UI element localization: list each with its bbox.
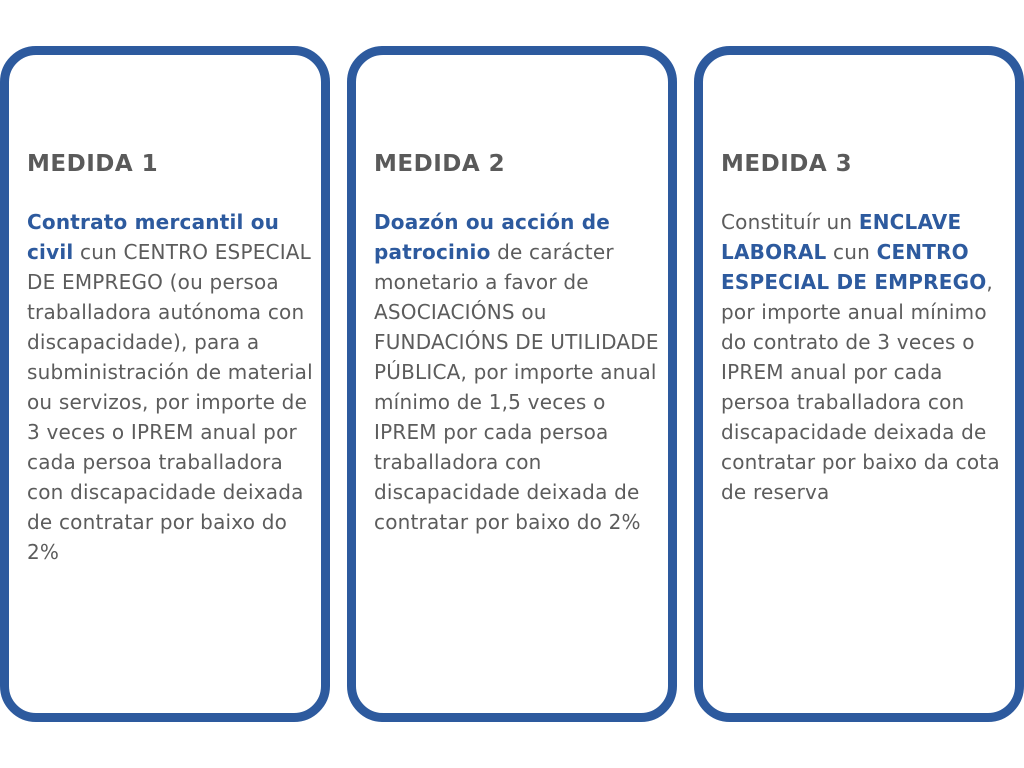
measure-card-3 <box>694 46 1024 722</box>
measure-highlight: Contrato mercantil ou civil <box>27 210 280 264</box>
measure-description <box>721 207 1007 507</box>
measure-text: de carácter monetario a favor de ASOCIACIÓNS ou FUNDACIÓNS DE UTILIDADE PÚBLICA, por importe anual mínimo de 1,5 veces o IPREM por cada persoa traballadora con discapacidade deixada de contratar por baixo do 2% <box>374 240 659 534</box>
measure-description <box>27 207 313 567</box>
measure-text: cun CENTRO ESPECIAL DE EMPREGO (ou persoa traballadora autónoma con discapacidade), para a subministración de material ou servizos, por importe de 3 veces o IPREM anual por cada persoa traballadora con discapacidade deixada de contratar por baixo do 2% <box>27 240 313 564</box>
measure-text: Constituír un <box>721 210 859 234</box>
measure-title: MEDIDA 1 <box>27 151 159 177</box>
measure-description <box>374 207 660 537</box>
measure-text: cun <box>826 240 877 264</box>
measure-highlight: ENCLAVE LABORAL <box>721 210 962 264</box>
measure-title: MEDIDA 2 <box>374 151 506 177</box>
measure-card-1 <box>0 46 330 722</box>
measure-title: MEDIDA 3 <box>721 151 853 177</box>
measure-text: , por importe anual mínimo do contrato de 3 veces o IPREM anual por cada persoa traballadora con discapacidade deixada de contratar por baixo da cota de reserva <box>721 270 1000 504</box>
measure-card-2 <box>347 46 677 722</box>
measure-highlight: Doazón ou acción de patrocinio <box>374 210 611 264</box>
measure-highlight: CENTRO ESPECIAL DE EMPREGO <box>721 240 987 294</box>
